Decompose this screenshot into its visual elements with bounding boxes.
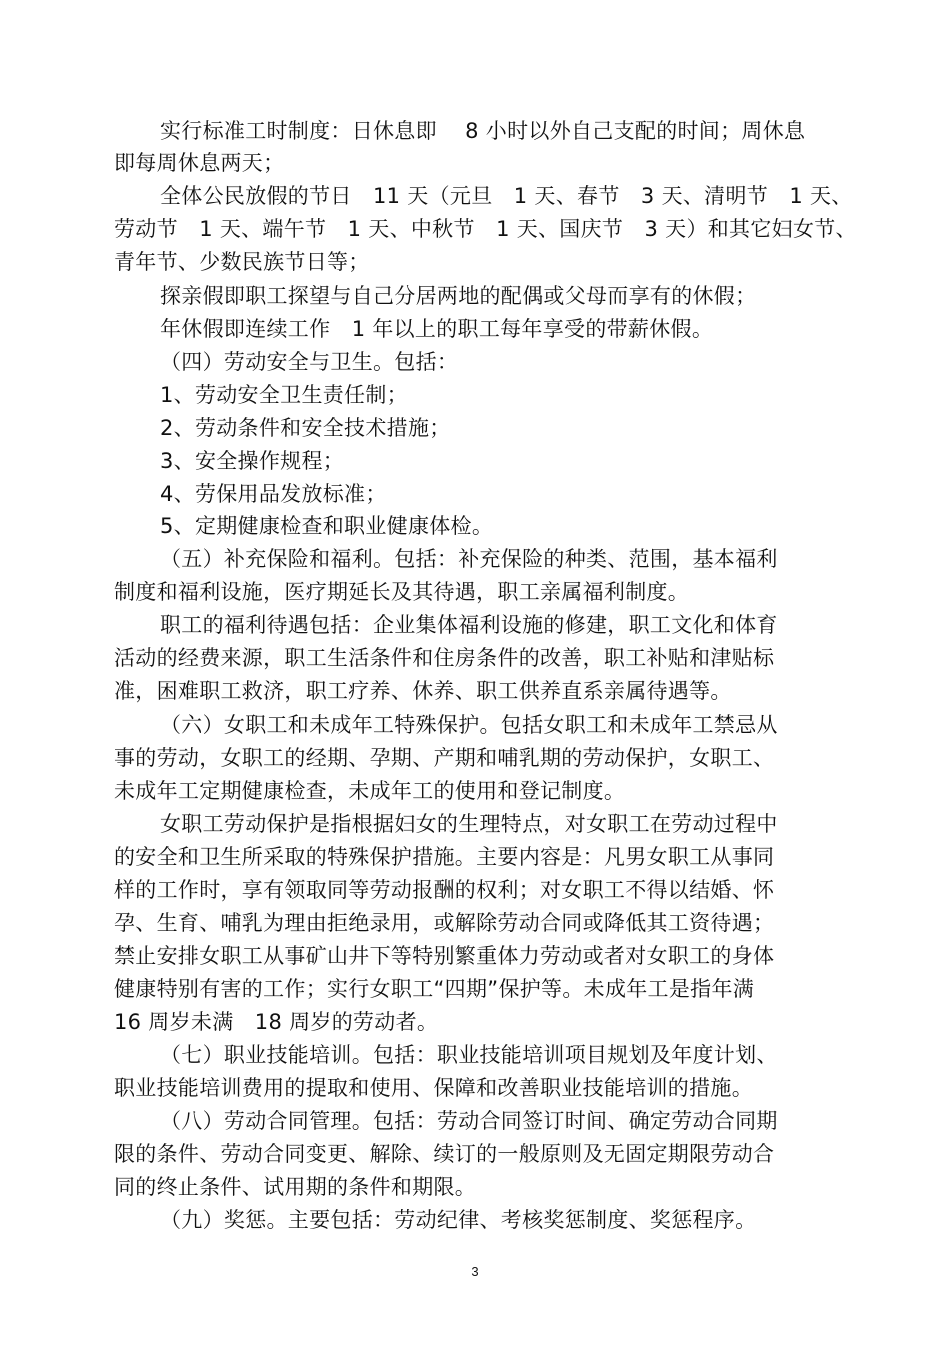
text-line: 孕、生育、哺乳为理由拒绝录用，或解除劳动合同或降低其工资待遇；	[114, 911, 775, 935]
text-line: 16 周岁未满 18 周岁的劳动者。	[114, 1010, 439, 1034]
list-item: 1、劳动安全卫生责任制；	[160, 383, 408, 407]
text-line: 限的条件、劳动合同变更、解除、续订的一般原则及无固定期限劳动合	[114, 1142, 775, 1166]
section-heading: （七）职业技能培训。包括：职业技能培训项目规划及年度计划、	[160, 1043, 778, 1067]
text-line: 同的终止条件、试用期的条件和期限。	[114, 1175, 477, 1199]
text-line: 样的工作时，享有领取同等劳动报酬的权利；对女职工不得以结婚、怀	[114, 878, 775, 902]
list-item: 4、劳保用品发放标准；	[160, 482, 387, 506]
text-line: 实行标准工时制度：日休息即 8 小时以外自己支配的时间；周休息	[160, 119, 806, 143]
section-heading: （九）奖惩。主要包括：劳动纪律、考核奖惩制度、奖惩程序。	[160, 1208, 757, 1232]
section-heading: （八）劳动合同管理。包括：劳动合同签订时间、确定劳动合同期	[160, 1109, 778, 1133]
text-line: 青年节、少数民族节日等；	[114, 250, 370, 274]
section-heading: （五）补充保险和福利。包括：补充保险的种类、范围，基本福利	[160, 547, 778, 571]
text-line: 未成年工定期健康检查，未成年工的使用和登记制度。	[114, 779, 626, 803]
section-heading: （四）劳动安全与卫生。包括：	[160, 350, 459, 374]
text-line: 全体公民放假的节日 11 天（元旦 1 天、春节 3 天、清明节 1 天、	[160, 184, 853, 208]
text-line: 活动的经费来源，职工生活条件和住房条件的改善，职工补贴和津贴标	[114, 646, 775, 670]
text-line: 即每周休息两天；	[114, 151, 285, 175]
text-line: 禁止安排女职工从事矿山井下等特别繁重体力劳动或者对女职工的身体	[114, 944, 775, 968]
text-line: 职工的福利待遇包括：企业集体福利设施的修建，职工文化和体育	[160, 613, 778, 637]
section-heading: （六）女职工和未成年工特殊保护。包括女职工和未成年工禁忌从	[160, 713, 778, 737]
text-line: 健康特别有害的工作；实行女职工“四期”保护等。未成年工是指年满	[114, 977, 755, 1001]
list-item: 2、劳动条件和安全技术措施；	[160, 416, 451, 440]
page-number: 3	[471, 1264, 479, 1279]
text-line: 事的劳动，女职工的经期、孕期、产期和哺乳期的劳动保护，女职工、	[114, 746, 775, 770]
text-line: 探亲假即职工探望与自己分居两地的配偶或父母而享有的休假；	[160, 284, 757, 308]
text-line: 准，困难职工救济，职工疗养、休养、职工供养直系亲属待遇等。	[114, 679, 732, 703]
list-item: 5、定期健康检查和职业健康体检。	[160, 514, 494, 538]
text-line: 女职工劳动保护是指根据妇女的生理特点，对女职工在劳动过程中	[160, 812, 778, 836]
text-line: 职业技能培训费用的提取和使用、保障和改善职业技能培训的措施。	[114, 1076, 753, 1100]
list-item: 3、安全操作规程；	[160, 449, 345, 473]
text-line: 的安全和卫生所采取的特殊保护措施。主要内容是：凡男女职工从事同	[114, 845, 775, 869]
text-line: 年休假即连续工作 1 年以上的职工每年享受的带薪休假。	[160, 317, 714, 341]
text-line: 制度和福利设施，医疗期延长及其待遇，职工亲属福利制度。	[114, 580, 690, 604]
text-line: 劳动节 1 天、端午节 1 天、中秋节 1 天、国庆节 3 天）和其它妇女节、	[114, 217, 857, 241]
